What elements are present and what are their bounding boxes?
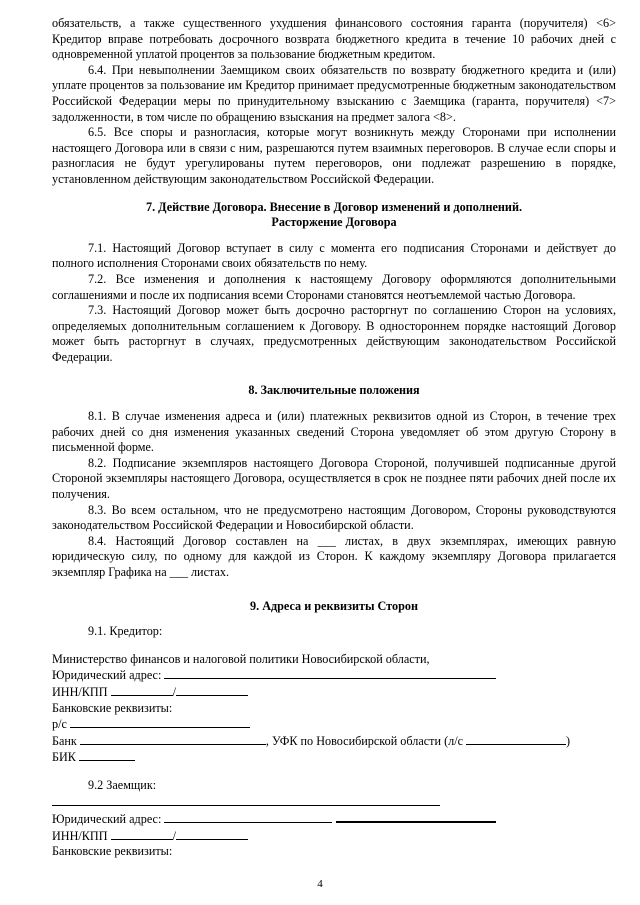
creditor-address-line [52, 667, 616, 684]
creditor-bik-label: БИК [52, 750, 76, 765]
borrower-address-blank-2 [336, 810, 496, 823]
paragraph-8-2: 8.2. Подписание экземпляров настоящего Договора Стороной, получившей подписанные другой Стороной экземпляры настоящего Договора, осуществляется в срок не позднее пяти рабочих дней после их получения. [52, 455, 616, 502]
paragraph-8-1: 8.1. В случае изменения адреса и (или) платежных реквизитов одной из Сторон, в течение трех рабочих дней со дня изменения указанных сведений Сторона уведомляет об этом другую Сторону в письменной форме. [52, 409, 616, 455]
borrower-kpp-blank [176, 828, 248, 840]
creditor-label: 9.1. Кредитор: [88, 624, 163, 639]
borrower-inn-label: ИНН/КПП [52, 828, 108, 843]
creditor-bank-line [52, 733, 616, 750]
creditor-account-blank [70, 716, 250, 728]
creditor-bank-label: Банк [52, 733, 77, 748]
creditor-ufk-label: , УФК по Новосибирской области (л/с [265, 733, 463, 748]
creditor-account-label: р/с [52, 717, 67, 732]
borrower-bank-details-label: Банковские реквизиты: [52, 844, 173, 859]
creditor-name: Министерство финансов и налоговой политики Новосибирской области, [52, 651, 430, 666]
borrower-label: 9.2 Заемщик: [88, 777, 157, 792]
creditor-address-blank [164, 667, 496, 679]
creditor-inn-blank [111, 684, 173, 696]
borrower-address-blank-1 [164, 811, 332, 823]
paragraph-6-4: 6.4. При невыполнении Заемщиком своих обязательств по возврату бюджетного кредита и (или) уплате процентов за пользование им Кредитор принимает предусмотренные бюджетным законодательством Российской Федерации меры по принудительному взысканию с Заемщика (гаранта, поручителя) <7> задолженности, в том числе по обращению взыскания на предмет залога <8>. [52, 62, 616, 124]
document-page [52, 16, 616, 860]
paragraph-7-2: 7.2. Все изменения и дополнения к настоящему Договору оформляются дополнительными соглашениями и после их подписания всеми Сторонами становятся неотъемлемой частью Договора. [52, 271, 616, 302]
page-number: 4 [317, 878, 323, 890]
creditor-bik-blank [79, 749, 135, 761]
paragraph-7-3: 7.3. Настоящий Договор может быть досрочно расторгнут по соглашению Сторон на условиях, определяемых дополнительным соглашением к Договору. В одностороннем порядке настоящий Договор может быть расторгнут в случаях, предусмотренных действующим законодательством Российской Федерации. [52, 303, 616, 364]
borrower-address-label: Юридический адрес: [52, 812, 162, 827]
section-9-heading: 9. Адреса и реквизиты Сторон [250, 598, 418, 613]
paragraph-6-5: 6.5. Все споры и разногласия, которые могут возникнуть между Сторонами при исполнении настоящего Договора или в связи с ним, разрешаются путем взаимных переговоров. В случае если споры и разногласия не будут урегулированы путем переговоров, они подлежат разрешению в порядке, установленном действующим законодательством Российской Федерации. [52, 125, 616, 186]
paragraph-6-3-continued: обязательств, а также существенного ухудшения финансового состояния гаранта (поручителя) <6> Кредитор вправе потребовать досрочного возврата бюджетного кредита в течение 10 рабочих дней с одновременной уплатой процентов за пользование бюджетным кредитом. [52, 16, 616, 62]
creditor-account-line [52, 716, 616, 733]
paragraph-7-1: 7.1. Настоящий Договор вступает в силу с момента его подписания Сторонами и действует до полного исполнения Сторонами своих обязательств по нему. [52, 240, 616, 271]
borrower-name-blank [52, 794, 440, 806]
creditor-kpp-blank [176, 684, 248, 696]
creditor-inn-label: ИНН/КПП [52, 684, 108, 699]
borrower-inn-line: ИНН/КПП / [52, 828, 616, 845]
creditor-bank-blank [80, 733, 266, 745]
section-7-heading-line2: Расторжение Договора [271, 215, 397, 230]
borrower-address-line [52, 810, 616, 828]
creditor-inn-line: ИНН/КПП / [52, 684, 616, 701]
creditor-ls-blank [466, 733, 566, 745]
creditor-bik-line [52, 749, 616, 766]
borrower-inn-blank [111, 828, 173, 840]
paragraph-8-3: 8.3. Во всем остальном, что не предусмотрено настоящим Договором, Стороны руководствуются законодательством Российской Федерации и Новосибирской области. [52, 502, 616, 533]
paragraph-8-4: 8.4. Настоящий Договор составлен на ___ листах, в двух экземплярах, имеющих равную юридическую силу, по одному для каждой из Сторон. К каждому экземпляру Договора прилагается экземпляр Графика на ___ листах. [52, 533, 616, 579]
section-8-heading: 8. Заключительные положения [248, 383, 420, 398]
creditor-ufk-close: ) [566, 733, 571, 748]
borrower-name-line [52, 794, 616, 811]
creditor-address-label: Юридический адрес: [52, 668, 162, 683]
section-7-heading [52, 200, 616, 231]
section-7-heading-line1: 7. Действие Договора. Внесение в Договор изменений и дополнений. [145, 199, 523, 214]
creditor-bank-details-label: Банковские реквизиты: [52, 700, 173, 715]
